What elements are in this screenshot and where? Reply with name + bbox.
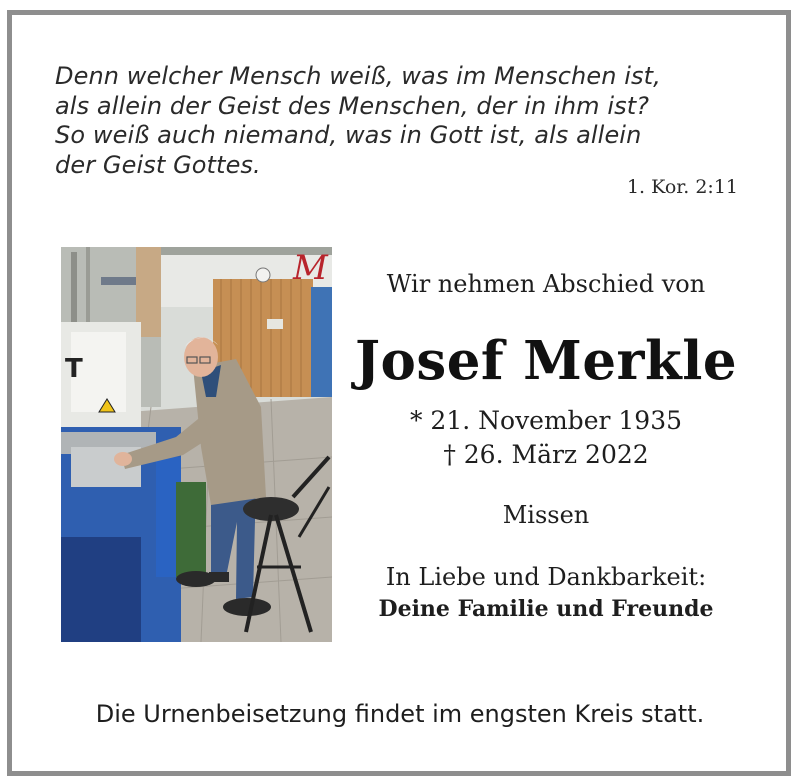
birth-date: * 21. November 1935 xyxy=(409,406,683,435)
verse-line: als allein der Geist des Menschen, der in ihm ist? xyxy=(55,91,650,120)
bible-verse xyxy=(55,62,735,180)
portrait-photo xyxy=(61,247,332,642)
verse-line: So weiß auch niemand, was in Gott ist, als allein xyxy=(55,121,642,149)
burial-note: Die Urnenbeisetzung findet im engsten Kreis statt. xyxy=(95,700,705,728)
death-date: † 26. März 2022 xyxy=(443,440,649,469)
mourners-signature: Deine Familie und Freunde xyxy=(378,596,714,622)
verse-line: Denn welcher Mensch weiß, was im Menschen ist, xyxy=(55,62,661,90)
closing-line: In Liebe und Dankbarkeit: xyxy=(385,563,707,591)
verse-reference: 1. Kor. 2:11 xyxy=(626,176,738,198)
machine-label: T xyxy=(65,354,83,384)
verse-line: der Geist Gottes. xyxy=(55,150,261,179)
workshop-sign: M xyxy=(293,248,328,288)
place-name: Missen xyxy=(502,501,590,529)
farewell-intro: Wir nehmen Abschied von xyxy=(386,270,706,298)
deceased-name: Josef Merkle xyxy=(354,330,738,392)
